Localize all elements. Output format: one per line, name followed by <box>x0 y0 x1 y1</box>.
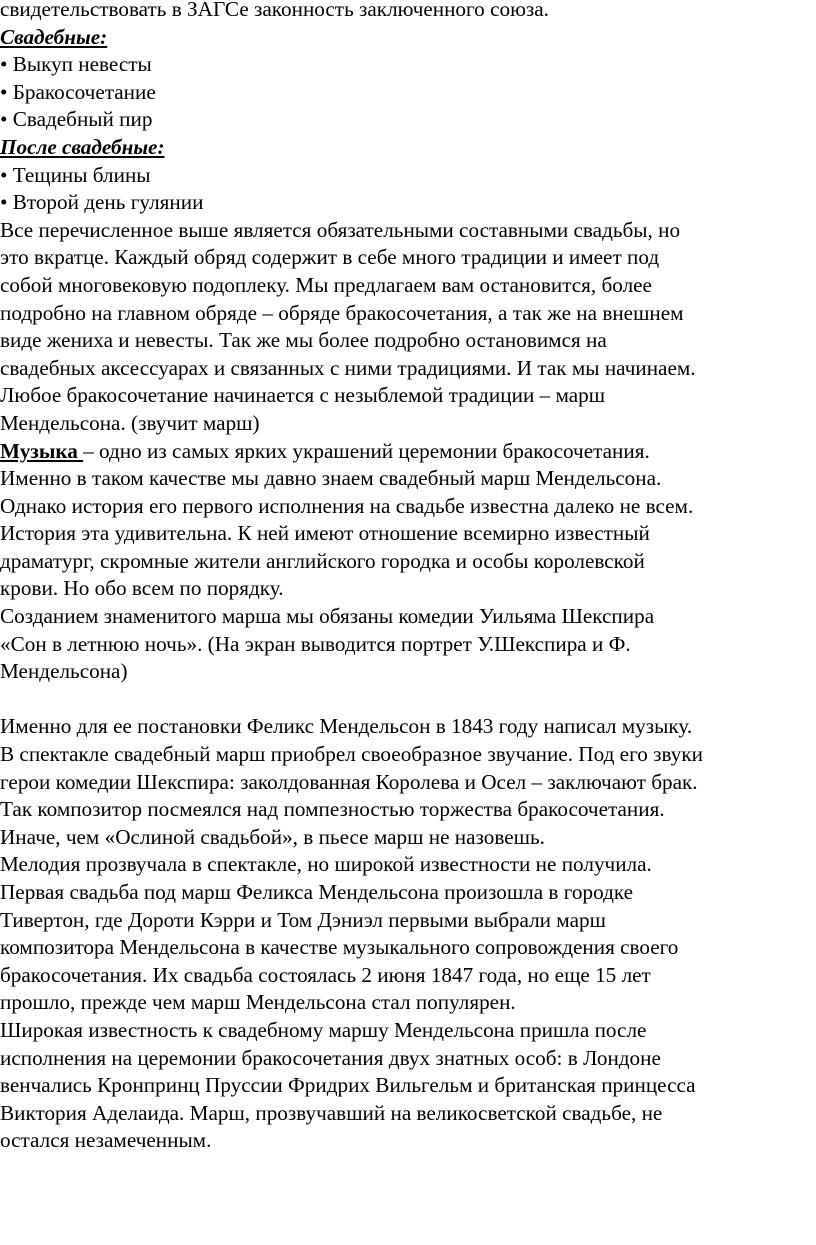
paragraph-line: Широкая известность к свадебному маршу Мендельсона пришла после <box>0 1017 647 1042</box>
wedding-heading: Свадебные: <box>0 24 108 49</box>
paragraph-line: Все перечисленное выше является обязательными составными свадьбы, но <box>0 217 681 242</box>
paragraph-line: Мендельсона. (звучит марш) <box>0 410 260 435</box>
paragraph-line: исполнения на церемонии бракосочетания двух знатных особ: в Лондоне <box>0 1045 661 1070</box>
paragraph-line: драматург, скромные жители английского городка и особы королевской <box>0 548 645 573</box>
paragraph-line: композитора Мендельсона в качестве музыкального сопровождения своего <box>0 935 679 960</box>
after-heading-line <box>0 134 816 162</box>
list-item: • Выкуп невесты <box>0 52 152 77</box>
list-item: • Второй день гулянии <box>0 190 204 215</box>
music-term: Музыка <box>0 438 84 463</box>
list-item: • Бракосочетание <box>0 79 156 104</box>
paragraph-line: Любое бракосочетание начинается с незыблемой традиции – марш <box>0 383 606 408</box>
paragraph-line: Однако история его первого исполнения на свадьбе известна далеко не всем. <box>0 493 694 518</box>
paragraph-line: это вкратце. Каждый обряд содержит в себе много традиции и имеет под <box>0 245 660 270</box>
paragraph-line: подробно на главном обряде – обряде бракосочетания, а так же на внешнем <box>0 300 684 325</box>
paragraph-line: В спектакле свадебный марш приобрел своеобразное звучание. Под его звуки <box>0 742 703 767</box>
paragraph-line: Именно для ее постановки Феликс Мендельсон в 1843 году написал музыку. <box>0 714 693 739</box>
paragraph-line: Иначе, чем «Ослиной свадьбой», в пьесе марш не назовешь. <box>0 824 545 849</box>
paragraph-line: Именно в таком качестве мы давно знаем свадебный марш Мендельсона. <box>0 466 662 491</box>
paragraph-line: герои комедии Шекспира: заколдованная Королева и Осел – заключают брак. <box>0 769 698 794</box>
paragraph-line: прошло, прежде чем марш Мендельсона стал популярен. <box>0 990 516 1015</box>
paragraph-line: венчались Кронпринц Пруссии Фридрих Вильгельм и британская принцесса <box>0 1073 696 1098</box>
intro-line: свидетельствовать в ЗАГСе законность заключенного союза. <box>0 0 549 21</box>
paragraph-line: Тивертон, где Дороти Кэрри и Том Дэниэл первыми выбрали марш <box>0 907 606 932</box>
after-wedding-heading: После свадебные: <box>0 134 165 159</box>
paragraph-line: Первая свадьба под марш Феликса Мендельсона произошла в городке <box>0 880 634 904</box>
paragraph-line: «Сон в летнюю ночь». (На экран выводится портрет У.Шекспира и Ф. <box>0 631 631 656</box>
list-item: • Тещины блины <box>0 162 151 187</box>
paragraph-line: Созданием знаменитого марша мы обязаны комедии Уильяма Шекспира <box>0 604 655 629</box>
paragraph-line: крови. Но обо всем по порядку. <box>0 576 284 601</box>
paragraph-line: свадебных аксессуарах и связанных с ними традициями. И так мы начинаем. <box>0 355 696 380</box>
music-line-rest: – одно из самых ярких украшений церемонии бракосочетания. <box>83 438 650 463</box>
paragraph-line: бракосочетания. Их свадьба состоялась 2 июня 1847 года, но еще 15 лет <box>0 962 651 987</box>
music-line <box>0 438 816 466</box>
paragraph-line: Мендельсона) <box>0 659 128 684</box>
paragraph-line: Так композитор посмеялся над помпезностью торжества бракосочетания. <box>0 797 665 822</box>
wedding-heading-line <box>0 24 816 52</box>
list-item: • Свадебный пир <box>0 107 153 132</box>
paragraph-line: остался незамеченным. <box>0 1128 212 1153</box>
paragraph-line: виде жениха и невесты. Так же мы более подробно остановимся на <box>0 328 607 353</box>
paragraph-line: собой многовековую подоплеку. Мы предлагаем вам остановится, более <box>0 272 652 297</box>
blank-line <box>0 686 816 714</box>
paragraph-line: Мелодия прозвучала в спектакле, но широкой известности не получила. <box>0 852 652 877</box>
paragraph-line: Виктория Аделаида. Марш, прозвучавший на великосветской свадьбе, не <box>0 1100 663 1125</box>
paragraph-line: История эта удивительна. К ней имеют отношение всемирно известный <box>0 521 650 546</box>
